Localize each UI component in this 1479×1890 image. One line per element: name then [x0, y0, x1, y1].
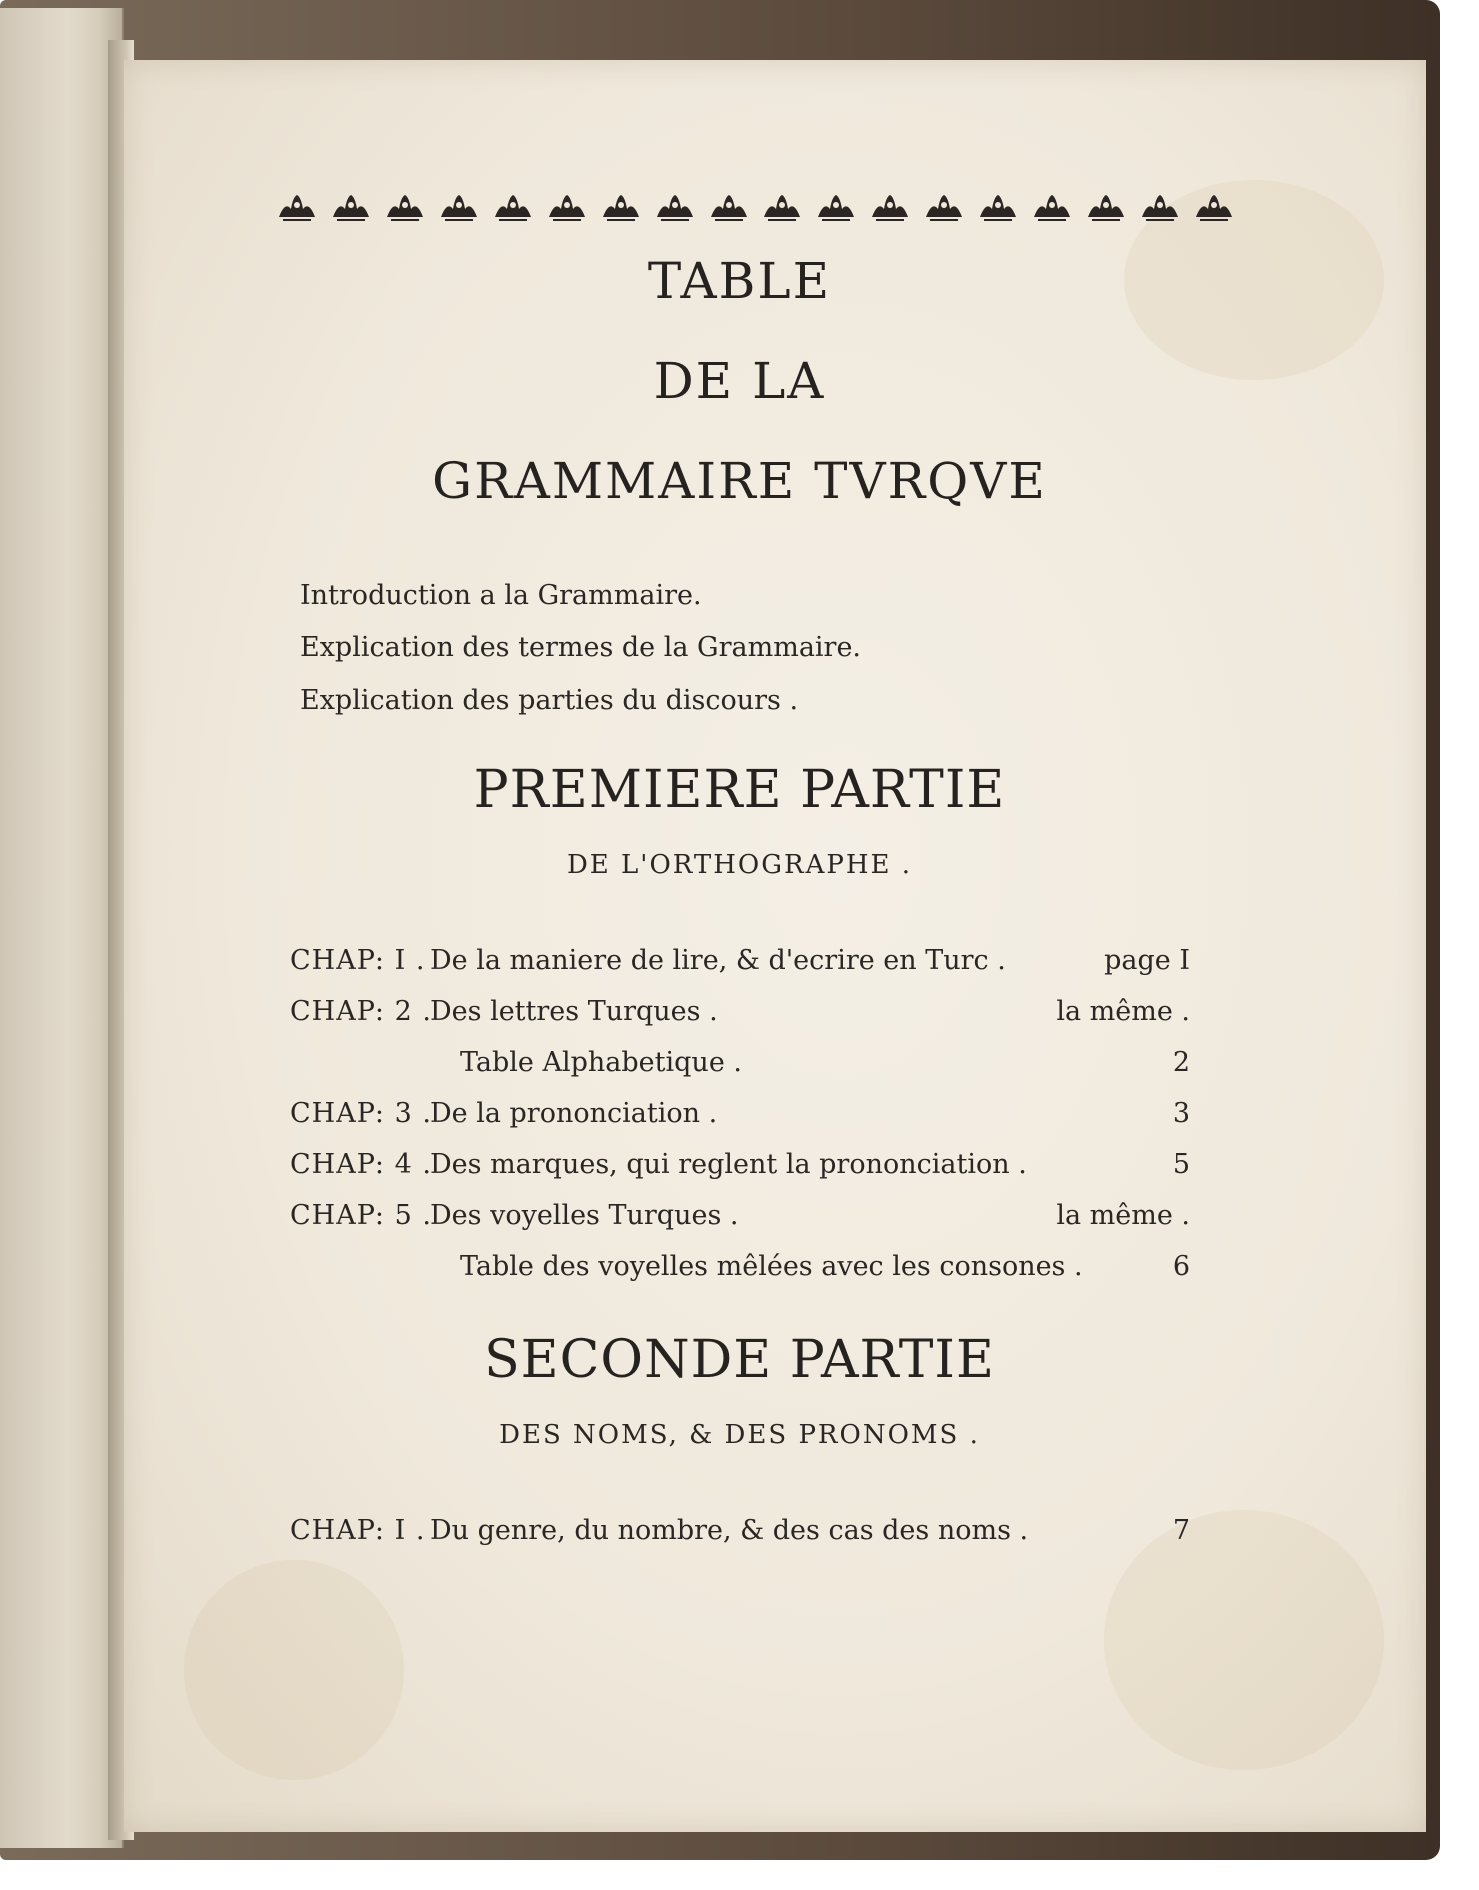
part-two-subtitle: DES NOMS, & DES PRONOMS . [499, 1420, 980, 1450]
chapter-label: CHAP: 2 . [290, 996, 432, 1027]
fleuron-icon [601, 191, 641, 221]
chapter-title: Des lettres Turques . [430, 996, 718, 1027]
page-reference: page I [1104, 945, 1190, 976]
heading-line-2: DE LA [653, 352, 826, 410]
toc-row [290, 945, 1190, 985]
chapter-title: De la maniere de lire, & d'ecrire en Turc . [430, 945, 1006, 976]
page-reference: 6 [1172, 1251, 1190, 1282]
fleuron-ornament-band [277, 188, 1234, 224]
fleuron-icon [978, 191, 1018, 221]
part-one-subtitle: DE L'ORTHOGRAPHE . [566, 850, 913, 880]
toc-row [290, 1515, 1190, 1555]
toc-row [290, 1200, 1190, 1240]
fleuron-icon [493, 191, 533, 221]
chapter-label: CHAP: 4 . [290, 1149, 432, 1180]
fleuron-icon [331, 191, 371, 221]
page-reference: 5 [1172, 1149, 1190, 1180]
fleuron-icon [762, 191, 802, 221]
toc-row [290, 1098, 1190, 1138]
intro-entry: Explication des termes de la Grammaire. [300, 632, 862, 663]
fleuron-icon [277, 191, 317, 221]
part-two-title: SECONDE PARTIE [484, 1330, 995, 1390]
fleuron-icon [439, 191, 479, 221]
chapter-title: Des voyelles Turques . [430, 1200, 739, 1231]
heading-line-3: GRAMMAIRE TVRQVE [432, 452, 1047, 510]
fleuron-icon [1194, 191, 1234, 221]
fleuron-icon [870, 191, 910, 221]
chapter-title: Du genre, du nombre, & des cas des noms . [430, 1515, 1029, 1546]
page-reference: la même . [1056, 996, 1190, 1027]
heading-line-1: TABLE [647, 252, 832, 310]
page-reference: 2 [1172, 1047, 1190, 1078]
fleuron-icon [924, 191, 964, 221]
chapter-title: Table des voyelles mêlées avec les consones . [460, 1251, 1083, 1282]
page-reference: 3 [1172, 1098, 1190, 1129]
fleuron-icon [385, 191, 425, 221]
fleuron-icon [1032, 191, 1072, 221]
toc-row [290, 996, 1190, 1036]
intro-entry: Introduction a la Grammaire. [300, 580, 702, 611]
fleuron-icon [655, 191, 695, 221]
fleuron-icon [1140, 191, 1180, 221]
intro-entry: Explication des parties du discours . [300, 685, 799, 716]
chapter-title: Des marques, qui reglent la prononciation . [430, 1149, 1027, 1180]
fleuron-icon [709, 191, 749, 221]
chapter-label: CHAP: I . [290, 1515, 426, 1546]
chapter-title: De la prononciation . [430, 1098, 718, 1129]
chapter-label: CHAP: 3 . [290, 1098, 432, 1129]
toc-row [290, 1047, 1190, 1087]
fleuron-icon [816, 191, 856, 221]
fleuron-icon [547, 191, 587, 221]
part-one-title: PREMIERE PARTIE [473, 760, 1006, 820]
toc-row [290, 1149, 1190, 1189]
chapter-label: CHAP: 5 . [290, 1200, 432, 1231]
fleuron-icon [1086, 191, 1126, 221]
paper-stain [184, 1560, 404, 1780]
chapter-label: CHAP: I . [290, 945, 426, 976]
page-reference: 7 [1172, 1515, 1190, 1546]
toc-row [290, 1251, 1190, 1291]
page-reference: la même . [1056, 1200, 1190, 1231]
chapter-title: Table Alphabetique . [460, 1047, 742, 1078]
